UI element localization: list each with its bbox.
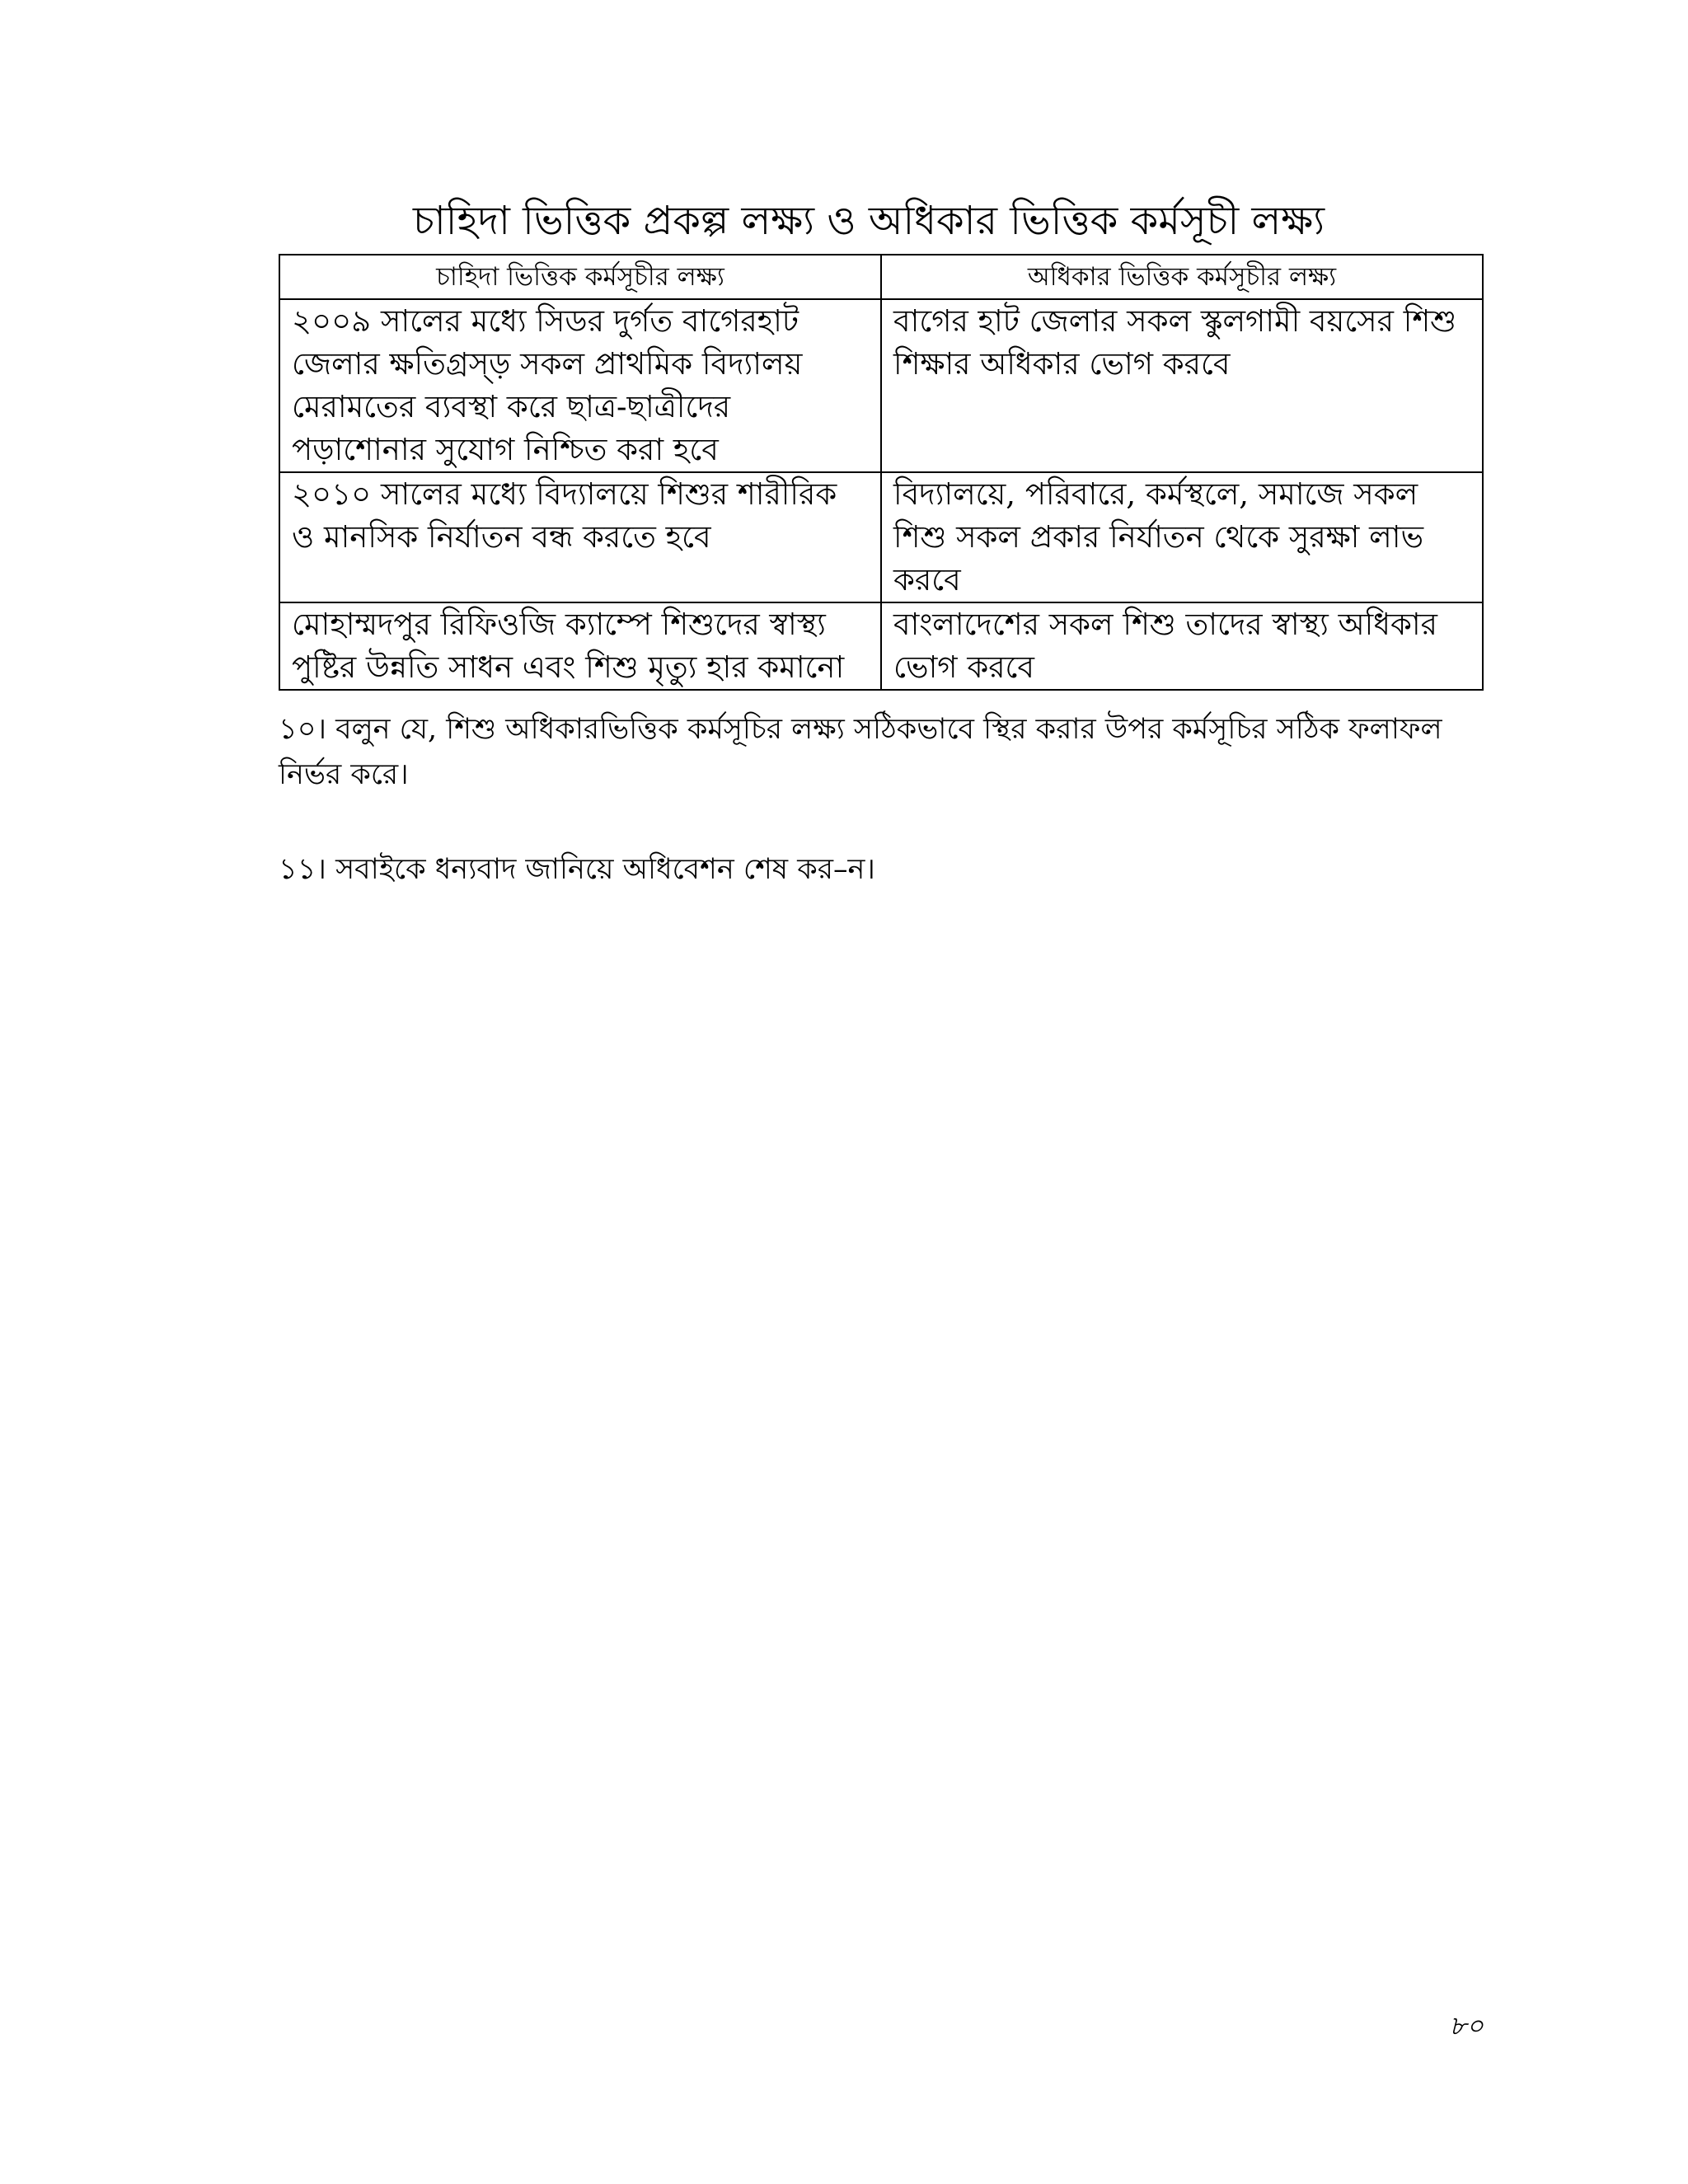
table-row — [279, 299, 1483, 472]
goals-comparison-table — [279, 254, 1484, 691]
table-cell-rights-based: বাগের হাট জেলার সকল স্কুলগামী বয়সের শিশু শিক্ষার অধিকার ভোগ করবে — [881, 299, 1483, 472]
table-cell-rights-based: বিদ্যালয়ে, পরিবারে, কর্মস্থলে, সমাজে সকল শিশু সকল প্রকার নির্যাতন থেকে সুরক্ষা লাভ করবে — [881, 472, 1483, 602]
table-row — [279, 472, 1483, 602]
instruction-paragraph-11: ১১। সবাইকে ধন্যবাদ জানিয়ে অধিবেশন শেষ কর–ন। — [279, 853, 875, 886]
page-title: চাহিদা ভিত্তিক প্রকল্প লক্ষ্য ও অধিকার ভিত্তিক কর্মসূচী লক্ষ্য — [412, 198, 1325, 244]
table-cell-needs-based: ২০০৯ সালের মধ্যে সিডর দুর্গত বাগেরহাট জেলার ক্ষতিগ্রস্ড় সকল প্রাথমিক বিদ্যালয় মেরামতের ব্যবস্থা করে ছাত্র-ছাত্রীদের পড়াশোনার সুযোগ নিশ্চিত করা হবে — [279, 299, 881, 472]
table-cell-rights-based: বাংলাদেশের সকল শিশু তাদের স্বাস্থ্য অধিকার ভোগ করবে — [881, 602, 1483, 690]
table-header-row — [279, 255, 1483, 299]
table-header-rights-based: অধিকার ভিত্তিক কর্মসূচীর লক্ষ্য — [881, 255, 1483, 299]
instruction-paragraph-10: ১০। বলুন যে, শিশু অধিকারভিত্তিক কর্মসূচির লক্ষ্য সঠিকভাবে স্থির করার উপর কর্মসূচির সঠিক ফলাফল নির্ভর করে। — [279, 713, 1442, 791]
table-header-needs-based: চাহিদা ভিত্তিক কর্মসূচীর লক্ষ্য — [279, 255, 881, 299]
page-number: ৮০ — [1449, 2010, 1484, 2041]
table-row — [279, 602, 1483, 690]
table-cell-needs-based: ২০১০ সালের মধ্যে বিদ্যালয়ে শিশুর শারীরিক ও মানসিক নির্যাতন বন্ধ করতে হবে — [279, 472, 881, 602]
table-cell-needs-based: মোহাম্মদপুর রিফিওজি ক্যাম্পে শিশুদের স্বাস্থ্য পুষ্টির উন্নতি সাধন এবং শিশু মৃত্যু হার কমানো — [279, 602, 881, 690]
